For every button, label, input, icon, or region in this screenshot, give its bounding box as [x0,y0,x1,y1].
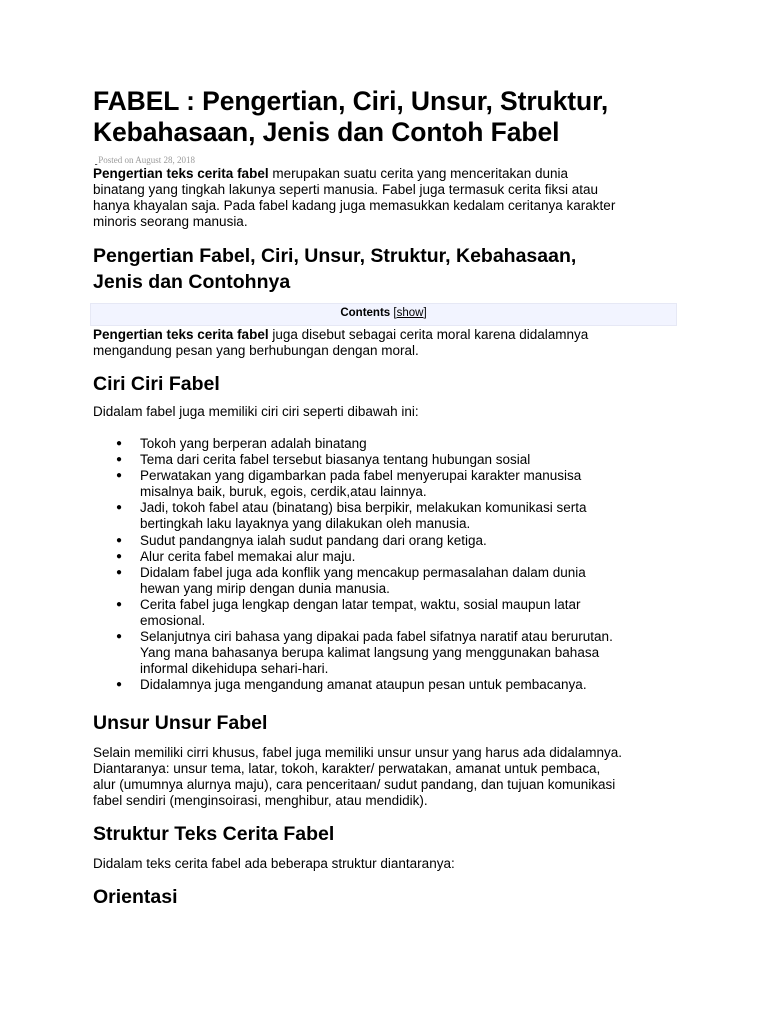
intro-line-4: minoris seorang manusia. [93,214,248,230]
ciri-list-item [93,629,683,677]
unsur-line-4: fabel sendiri (menginsoirasi, menghibur, atau mendidik). [93,793,428,809]
ciri-list-item [93,565,683,597]
ciri-list-item [93,597,683,629]
unsur-line-3: alur (umumnya alurnya maju), cara penceritaan/ sudut pandang, dan tujuan komunikasi [93,777,616,793]
ciri-list-item-text: Alur cerita fabel memakai alur maju. [140,548,356,564]
struktur-intro: Didalam teks cerita fabel ada beberapa struktur diantaranya: [93,856,455,871]
ciri-list-item [93,452,683,468]
ciri-list-item-text: informal dikehidupa sehari-hari. [140,661,329,677]
heading-ciri-fabel: Ciri Ciri Fabel [93,373,220,395]
ciri-list-item-text: Didalam fabel juga ada konflik yang mencakup permasalahan dalam dunia [140,564,586,580]
posted-date [95,155,195,166]
ciri-list-item-text: emosional. [140,613,206,629]
posted-link-mark[interactable] [95,155,97,165]
ciri-list-item [93,500,683,532]
contents-label: Contents [340,307,391,319]
ciri-list-item-text: Perwatakan yang digambarkan pada fabel menyerupai karakter manusisa [140,468,582,484]
ciri-list-item [93,436,683,452]
ciri-intro: Didalam fabel juga memiliki ciri ciri seperti dibawah ini: [93,404,419,419]
bullet-icon: ● [116,502,123,514]
unsur-line-2: Diantaranya: unsur tema, latar, tokoh, karakter/ perwatakan, amanat untuk pembaca, [93,761,601,777]
ciri-list-item-text: misalnya baik, buruk, egois, cerdik,atau lainnya. [140,484,427,500]
table-of-contents [90,303,677,326]
ciri-list-item-text: Didalamnya juga mengandung amanat ataupun pesan untuk pembacanya. [140,677,587,693]
contents-bracket-close: ] [423,307,427,319]
heading-orientasi: Orientasi [93,886,178,908]
heading-unsur-fabel: Unsur Unsur Fabel [93,712,268,734]
ciri-list-item-text: Selanjutnya ciri bahasa yang dipakai pada fabel sifatnya naratif atau berurutan. [140,629,613,645]
moral-line-2: mengandung pesan yang berhubungan dengan moral. [93,343,419,359]
ciri-list [93,436,683,694]
bullet-icon: ● [116,679,123,691]
ciri-list-item-text: bertingkah laku layaknya yang dilakukan oleh manusia. [140,516,471,532]
ciri-list-item [93,533,683,549]
unsur-line-1: Selain memiliki cirri khusus, fabel juga memiliki unsur unsur yang harus ada didalamnya. [93,745,622,760]
ciri-list-item [93,549,683,565]
section-heading-line-2: Jenis dan Contohnya [93,271,291,293]
bullet-icon: ● [116,550,123,562]
intro-line-1: merupakan suatu cerita yang menceritakan dunia [268,166,569,181]
bullet-icon: ● [116,631,123,643]
ciri-list-item-text: Sudut pandangnya ialah sudut pandang dari orang ketiga. [140,532,487,548]
bullet-icon: ● [116,534,123,546]
moral-line-1: juga disebut sebagai cerita moral karena didalamnya [268,327,589,342]
intro-paragraph [93,166,683,230]
bullet-icon: ● [116,470,123,482]
posted-date-text: Posted on August 28, 2018 [98,155,196,165]
ciri-list-item-text: Cerita fabel juga lengkap dengan latar tempat, waktu, sosial maupun latar [140,596,581,612]
title-line-1: FABEL : Pengertian, Ciri, Unsur, Struktur, [93,86,609,116]
intro-line-2: binatang yang tingkah lakunya seperti manusia. Fabel juga termasuk cerita fiksi atau [93,182,599,198]
ciri-list-item-text: Tokoh yang berperan adalah binatang [140,436,367,451]
moral-bold-term: Pengertian teks cerita fabel [93,327,269,342]
section-heading-pengertian [93,243,693,295]
ciri-list-item [93,468,683,500]
bullet-icon: ● [116,566,123,578]
intro-line-3: hanya khayalan saja. Pada fabel kadang juga memasukkan kedalam ceritanya karakter [93,198,616,214]
ciri-list-item-text: Tema dari cerita fabel tersebut biasanya tentang hubungan sosial [140,452,531,468]
heading-struktur: Struktur Teks Cerita Fabel [93,823,335,845]
title-line-2: Kebahasaan, Jenis dan Contoh Fabel [93,117,560,147]
ciri-list-item-text: Yang mana bahasanya berupa kalimat langsung yang menggunakan bahasa [140,645,600,661]
ciri-list-item-text: Jadi, tokoh fabel atau (binatang) bisa berpikir, melakukan komunikasi serta [140,500,587,516]
page-title [93,86,693,148]
bullet-icon: ● [116,438,123,449]
intro-bold-term: Pengertian teks cerita fabel [93,166,269,181]
contents-show-link[interactable]: show [396,307,424,319]
moral-paragraph [93,327,683,359]
section-heading-line-1: Pengertian Fabel, Ciri, Unsur, Struktur, Kebahasaan, [93,245,577,267]
unsur-paragraph [93,745,683,809]
contents-bracket-open: [ [393,307,397,319]
ciri-list-item [93,677,683,693]
bullet-icon: ● [116,598,123,610]
bullet-icon: ● [116,454,123,466]
ciri-list-item-text: hewan yang mirip dengan dunia manusia. [140,580,390,596]
